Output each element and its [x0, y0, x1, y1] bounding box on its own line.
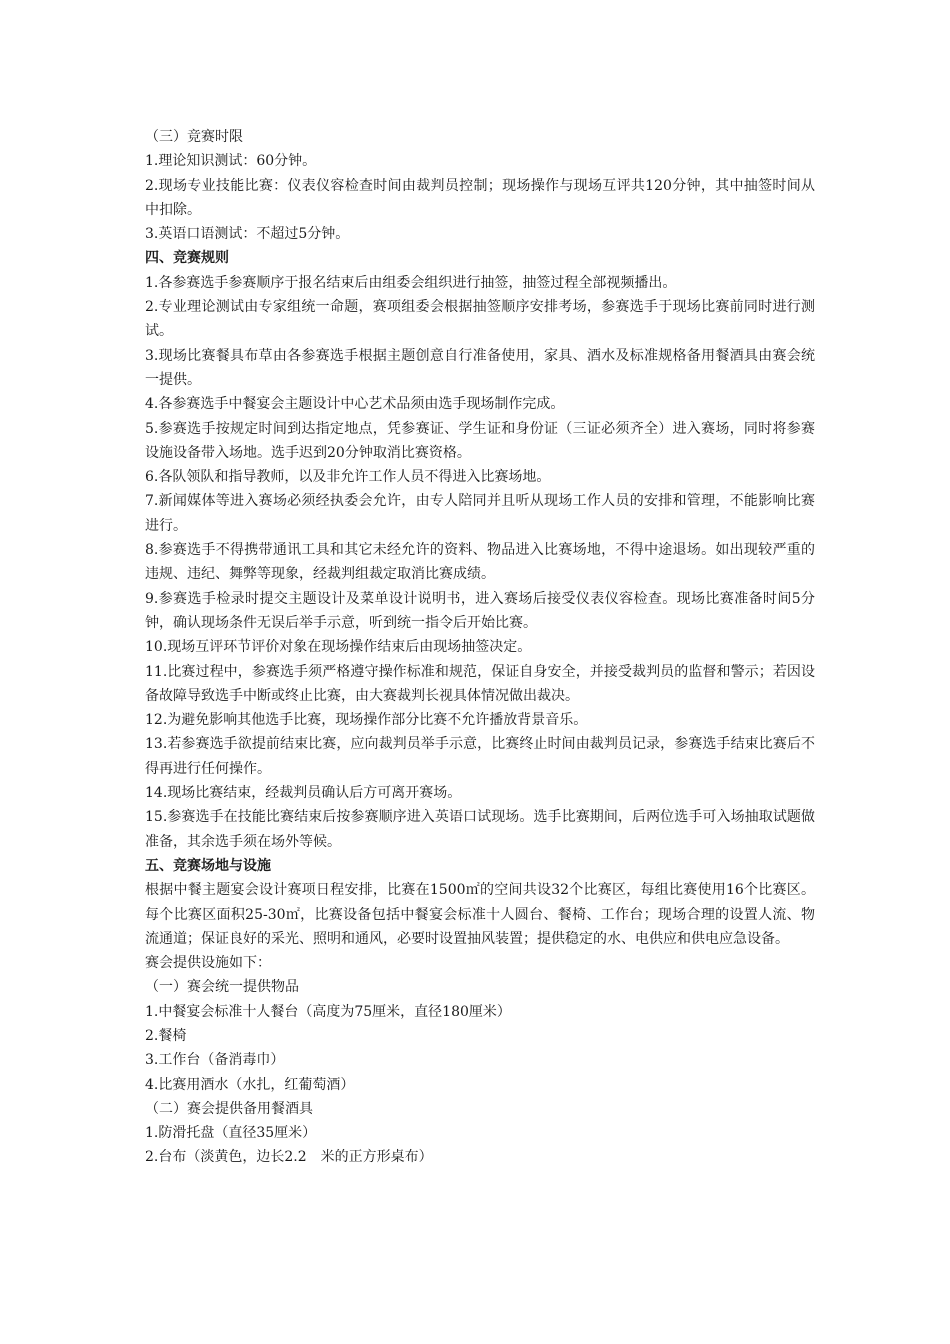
paragraph: 1.各参赛选手参赛顺序于报名结束后由组委会组织进行抽签，抽签过程全部视频播出。 — [145, 274, 677, 291]
paragraph: 1.中餐宴会标准十人餐台（高度为75厘米，直径180厘米） — [145, 1003, 511, 1020]
paragraph: 5.参赛选手按规定时间到达指定地点，凭参赛证、学生证和身份证（三证必须齐全）进入赛场，同时将参赛设施设备带入场地。选手迟到20分钟取消比赛资格。 — [145, 420, 815, 461]
document-body — [145, 125, 815, 1170]
paragraph: 10.现场互评环节评价对象在现场操作结束后由现场抽签决定。 — [145, 639, 532, 656]
section-heading-rules: 四、竞赛规则 — [145, 250, 229, 267]
paragraph: 4.各参赛选手中餐宴会主题设计中心艺术品须由选手现场制作完成。 — [145, 396, 565, 413]
paragraph: 3.现场比赛餐具布草由各参赛选手根据主题创意自行准备使用，家具、酒水及标准规格备用餐酒具由赛会统一提供。 — [145, 347, 815, 388]
paragraph: （二）赛会提供备用餐酒具 — [145, 1100, 313, 1117]
paragraph: 3.英语口语测试：不超过5分钟。 — [145, 226, 350, 243]
paragraph: 13.若参赛选手欲提前结束比赛，应向裁判员举手示意，比赛终止时间由裁判员记录，参赛选手结束比赛后不得再进行任何操作。 — [145, 736, 815, 777]
paragraph: 11.比赛过程中，参赛选手须严格遵守操作标准和规范，保证自身安全，并接受裁判员的监督和警示；若因设备故障导致选手中断或终止比赛，由大赛裁判长视具体情况做出裁决。 — [145, 663, 815, 704]
paragraph: 根据中餐主题宴会设计赛项日程安排，比赛在1500㎡的空间共设32个比赛区，每组比赛使用16个比赛区。每个比赛区面积25-30㎡，比赛设备包括中餐宴会标准十人圆台、餐椅、工作台；现场合理的设置人流、物流通道；保证良好的采光、照明和通风，必要时设置抽风装置；提供稳定的水、电供应和供电应急设备。 — [145, 882, 815, 947]
paragraph: 1.理论知识测试：60分钟。 — [145, 153, 317, 170]
paragraph: 3.工作台（备消毒巾） — [145, 1052, 285, 1069]
paragraph: （一）赛会统一提供物品 — [145, 979, 299, 996]
paragraph: 15.参赛选手在技能比赛结束后按参赛顺序进入英语口试现场。选手比赛期间，后两位选手可入场抽取试题做准备，其余选手须在场外等候。 — [145, 809, 815, 850]
paragraph: 12.为避免影响其他选手比赛，现场操作部分比赛不允许播放背景音乐。 — [145, 712, 588, 729]
paragraph: 8.参赛选手不得携带通讯工具和其它未经允许的资料、物品进入比赛场地，不得中途退场。如出现较严重的违规、违纪、舞弊等现象，经裁判组裁定取消比赛成绩。 — [145, 542, 815, 583]
paragraph: 1.防滑托盘（直径35厘米） — [145, 1125, 317, 1142]
paragraph: 2.专业理论测试由专家组统一命题，赛项组委会根据抽签顺序安排考场，参赛选手于现场比赛前同时进行测试。 — [145, 299, 815, 340]
paragraph: 9.参赛选手检录时提交主题设计及菜单设计说明书，进入赛场后接受仪表仪容检查。现场比赛准备时间5分钟，确认现场条件无误后举手示意，听到统一指令后开始比赛。 — [145, 590, 815, 631]
paragraph: 2.现场专业技能比赛：仪表仪容检查时间由裁判员控制；现场操作与现场互评共120分钟，其中抽签时间从中扣除。 — [145, 177, 815, 218]
paragraph: 4.比赛用酒水（水扎，红葡萄酒） — [145, 1076, 355, 1093]
paragraph: 7.新闻媒体等进入赛场必须经执委会允许，由专人陪同并且听从现场工作人员的安排和管理，不能影响比赛进行。 — [145, 493, 815, 534]
section-heading-venue: 五、竞赛场地与设施 — [145, 857, 271, 874]
paragraph: 2.台布（淡黄色，边长2.2 米的正方形桌布） — [145, 1149, 433, 1166]
paragraph: （三）竞赛时限 — [145, 129, 243, 145]
paragraph: 14.现场比赛结束，经裁判员确认后方可离开赛场。 — [145, 785, 462, 802]
paragraph: 赛会提供设施如下： — [145, 955, 271, 972]
paragraph: 2.餐椅 — [145, 1027, 187, 1044]
paragraph: 6.各队领队和指导教师，以及非允许工作人员不得进入比赛场地。 — [145, 469, 551, 486]
